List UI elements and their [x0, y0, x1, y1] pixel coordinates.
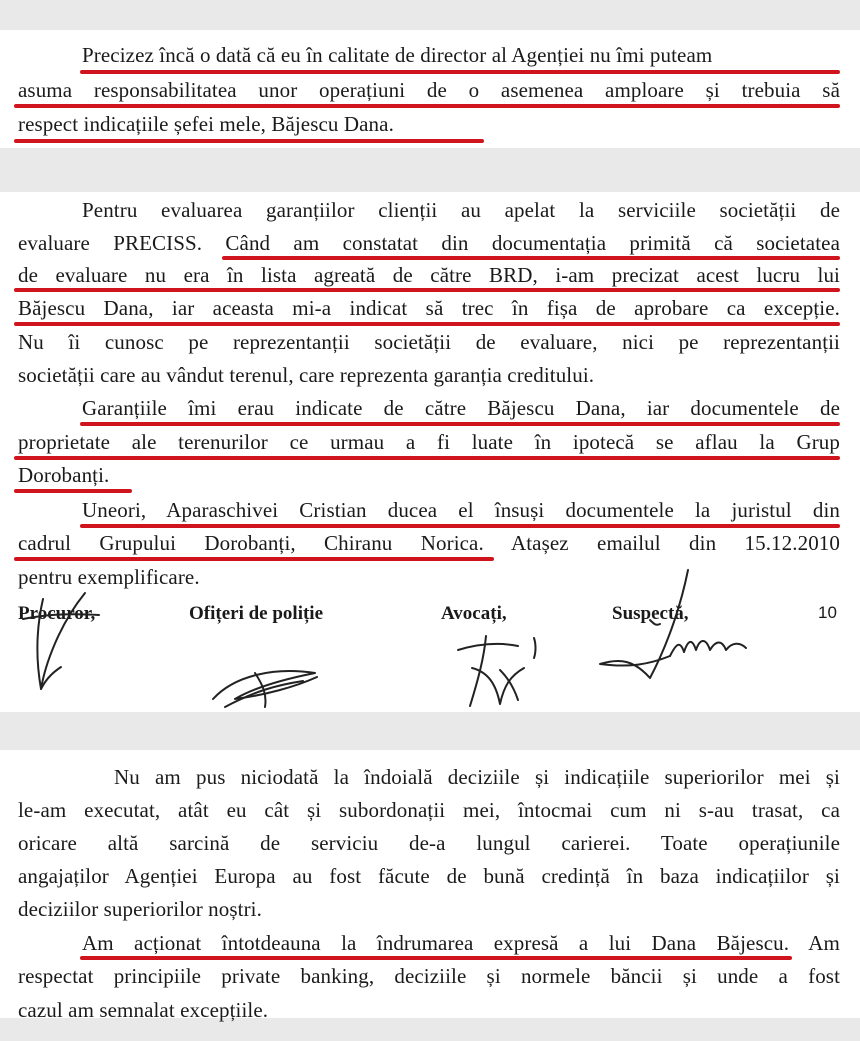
underline	[80, 70, 840, 74]
text-line: deciziilor superiorilor noștri.	[18, 897, 262, 921]
text-line: evaluare PRECISS. Când am constatat din documentația primită că societatea	[18, 231, 840, 255]
underline	[14, 557, 494, 561]
signature-mark-suspect	[590, 560, 760, 700]
separator-band-1	[0, 148, 860, 192]
text-line: Am acționat întotdeauna la îndrumarea expresă a lui Dana Băjescu. Am	[82, 931, 840, 955]
text-line: angajaților Agenției Europa au fost făcute de bună credință în baza indicațiilor și	[18, 864, 840, 888]
text-line: asuma responsabilitatea unor operațiuni de o asemenea amploare și trebuia să	[18, 78, 840, 102]
page-number: 10	[818, 603, 837, 622]
signature-label-police-officers: Ofițeri de poliție	[189, 603, 324, 624]
underline	[14, 104, 840, 108]
text-line: Garanțiile îmi erau indicate de către Băjescu Dana, iar documentele de	[82, 396, 840, 420]
text-line: le-am executat, atât eu cât și subordonații mei, întocmai cum ni s-au trasat, ca	[18, 798, 840, 822]
underline	[80, 956, 792, 960]
signature-mark-prosecutor	[15, 585, 105, 705]
underline	[14, 322, 840, 326]
underline	[14, 139, 484, 143]
text-line: societății care au vândut terenul, care reprezenta garanția creditului.	[18, 363, 595, 387]
text-line: respectat principiile private banking, deciziile și normele băncii și unde a fost	[18, 964, 840, 988]
signature-label-lawyers: Avocați,	[441, 603, 507, 624]
text-line: Uneori, Aparaschivei Cristian ducea el însuși documentele la juristul din	[82, 498, 840, 522]
signature-mark-lawyer	[448, 628, 548, 713]
underline	[14, 489, 132, 493]
signature-label-prosecutor: Procuror,	[18, 603, 96, 624]
signature-label-suspect: Suspectă,	[612, 603, 689, 624]
text-line: Precizez încă o dată că eu în calitate de director al Agenției nu îmi puteam	[82, 43, 713, 67]
signature-mark-police-officer	[205, 655, 330, 715]
text-line: cadrul Grupului Dorobanți, Chiranu Norica. Atașez emailul din 15.12.2010	[18, 531, 840, 555]
text-line: pentru exemplificare.	[18, 565, 200, 589]
text-line: de evaluare nu era în lista agreată de către BRD, i-am precizat acest lucru lui	[18, 263, 840, 287]
underline	[80, 422, 840, 426]
text-line: Pentru evaluarea garanțiilor clienții au apelat la serviciile societății de	[82, 198, 840, 222]
text-line: Dorobanți.	[18, 463, 110, 487]
text-line: proprietate ale terenurilor ce urmau a fi luate în ipotecă se aflau la Grup	[18, 430, 840, 454]
text-line: oricare altă sarcină de serviciu de-a lungul carierei. Toate operațiunile	[18, 831, 840, 855]
text-line: Nu am pus niciodată la îndoială deciziile și indicațiile superiorilor mei și	[114, 765, 840, 789]
separator-band-top	[0, 0, 860, 30]
underline	[222, 256, 840, 260]
text-line: Nu îi cunosc pe reprezentanții societății de evaluare, nici pe reprezentanții	[18, 330, 840, 354]
underline	[14, 456, 840, 460]
text-line: Băjescu Dana, iar aceasta mi-a indicat să trec în fișa de aprobare ca excepție.	[18, 296, 840, 320]
underline	[80, 524, 840, 528]
text-line: cazul am semnalat excepțiile.	[18, 998, 269, 1022]
separator-band-2	[0, 712, 860, 750]
underline	[14, 288, 840, 292]
text-line: respect indicațiile șefei mele, Băjescu Dana.	[18, 112, 394, 136]
